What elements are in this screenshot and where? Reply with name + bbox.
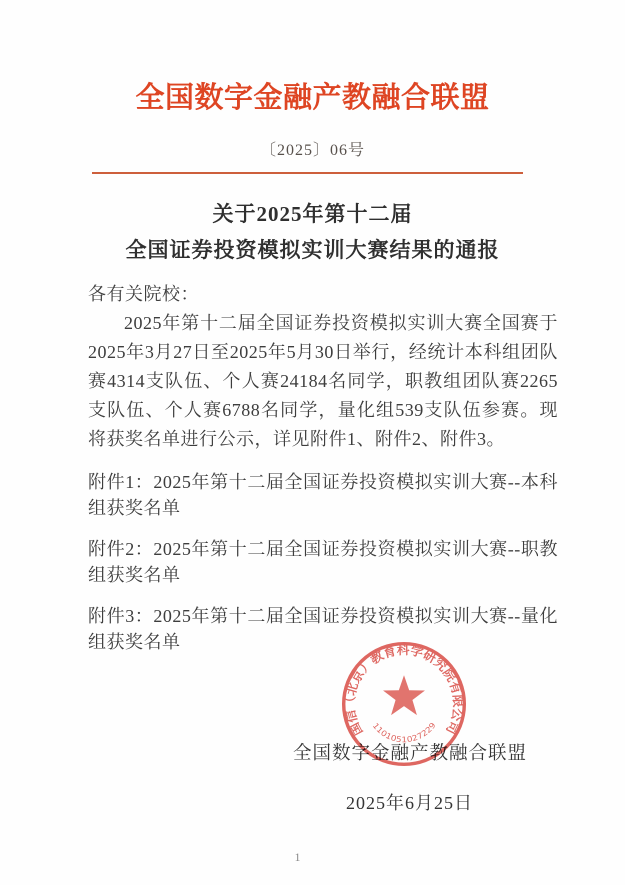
seal-serial-number: 1101051027229 [370, 721, 438, 745]
signature-date: 2025年6月25日 [346, 793, 473, 813]
doc-title-line1: 关于2025年第十二届 [212, 202, 413, 226]
svg-text:1101051027229 [371, 721, 438, 745]
salutation: 各有关院校： [88, 284, 199, 304]
attachment-2: 附件2：2025年第十二届全国证券投资模拟实训大赛--职教组获奖名单 [88, 539, 558, 585]
page-number: 1 [294, 850, 301, 864]
body-paragraph: 2025年第十二届全国证券投资模拟实训大赛全国赛于2025年3月27日至2025年5月30日举行，经统计本科组团队赛4314支队伍、个人赛24184名同学，职教组团队赛2265支队伍、个人赛6788名同学，量化组539支队伍参赛。现将获奖名单进行公示，详见附件1、附件2、附件3。 [88, 313, 558, 449]
document-body [88, 280, 558, 655]
attachment-3: 附件3：2025年第十二届全国证券投资模拟实训大赛--量化组获奖名单 [88, 606, 558, 652]
doc-title [0, 196, 625, 268]
seal-arc-text: 国信（北京）教育科学研究院有限公司 [342, 642, 467, 739]
doc-title-line2: 全国证券投资模拟实训大赛结果的通报 [125, 238, 500, 262]
svg-text:国信（北京）教育科学研究院有限公司 [342, 642, 466, 738]
doc-number: 〔2025〕06号 [259, 142, 365, 159]
org-letterhead-title: 全国数字金融产教融合联盟 [135, 82, 490, 114]
signature-org: 全国数字金融产教融合联盟 [293, 744, 528, 764]
attachment-1: 附件1：2025年第十二届全国证券投资模拟实训大赛--本科组获奖名单 [88, 472, 558, 518]
letterhead-divider [92, 172, 523, 174]
seal-star-icon [383, 675, 425, 715]
